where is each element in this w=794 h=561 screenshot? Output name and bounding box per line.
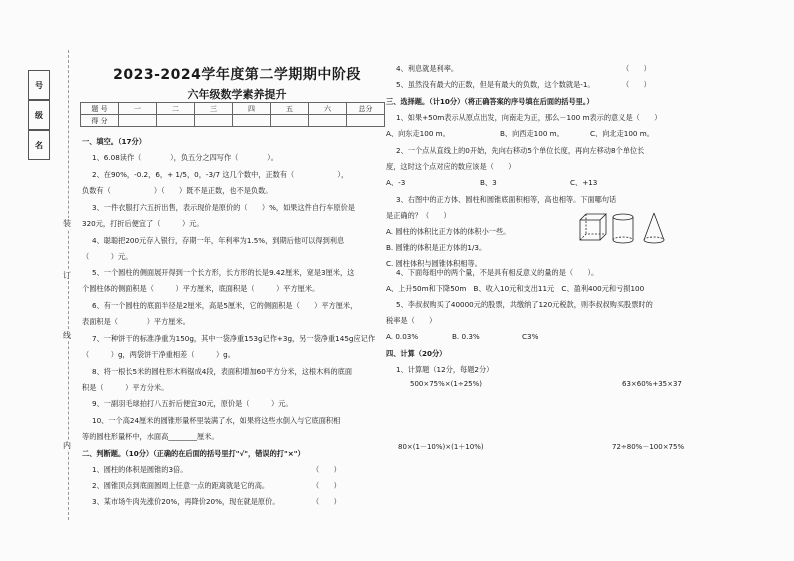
choice-1-option-a: A、向东走100 m。	[386, 129, 450, 138]
score-cell: 一	[119, 103, 157, 115]
choice-1-option-b: B、向西走100 m。	[500, 129, 564, 138]
calc-heading: 1、计算题（12分，每题2分）	[396, 365, 494, 374]
score-cell	[233, 115, 271, 127]
judge-5: 5、虽然没有最大的正数，但是有最大的负数，这个数就是-1。	[396, 80, 595, 89]
choice-5-option-c: C3%	[522, 332, 539, 341]
section-fill-in: 一、填空。（17分）	[82, 137, 146, 146]
score-cell: 四	[233, 103, 271, 115]
choice-1: 1、如果+50m表示从原点出发，向南走为正，那么－100 m表示的意义是（ ）	[396, 113, 662, 122]
question-8-line-2: 积是（ ）平方分米。	[82, 383, 169, 392]
judge-1: 1、圆柱的体积是圆锥的3倍。	[92, 465, 188, 474]
judge-4: 4、利息就是利率。	[396, 64, 459, 73]
cube-icon	[580, 214, 606, 240]
margin-char: 线	[63, 331, 71, 340]
exam-title: 2023-2024学年度第二学期期中阶段	[113, 67, 361, 83]
answer-paren: （ ）	[312, 465, 341, 474]
choice-2-option-c: C、+13	[570, 178, 598, 187]
score-cell	[309, 115, 347, 127]
answer-paren: （ ）	[622, 80, 651, 89]
choice-3-option-a: A. 圆柱的体积比正方体的体积小一些。	[386, 227, 511, 236]
choice-4-options: A、上升50m和下降50m B、收入10元和支出11元 C、盈利400元和亏损100	[386, 284, 645, 293]
question-10-line-1: 10、一个高24厘米的圆锥形量杯里装满了水，如果将这些水倒入与它底面积相	[92, 416, 341, 425]
choice-3-option-b: B. 圆锥的体积是正方体的1/3。	[386, 243, 487, 252]
choice-2-line-2: 度，这时这个点对应的数应该是（ ）	[386, 162, 516, 171]
choice-3-line-2: 是正确的？（ ）	[386, 211, 451, 220]
judge-2: 2、圆锥顶点到底面圆周上任意一点的距离就是它的高。	[92, 481, 270, 490]
question-3-line-1: 3、一件衣服打六五折出售，表示现价是原价的（ ）%，如果这件自行车原价是	[92, 203, 355, 212]
calc-expression: 72÷80%－100×75%	[612, 443, 685, 451]
margin-box-name: 名	[28, 130, 50, 160]
section-calculation: 四、计算（20分）	[386, 349, 447, 358]
judge-3: 3、某市场牛肉先涨价20%，再降价20%，现在就是原价。	[92, 497, 280, 506]
choice-3-option-c: C. 圆柱体积与圆锥体积相等。	[386, 259, 482, 268]
margin-box-class: 级	[28, 100, 50, 130]
margin-box-number: 号	[28, 70, 50, 100]
question-6-line-2: 表面积是（ ）平方厘米。	[82, 317, 190, 326]
cone-icon	[644, 213, 664, 243]
question-10-line-2: 等的圆柱形量杯中，水面高________厘米。	[82, 432, 219, 441]
question-7-line-2: （ ）g，两袋饼干净重相差（ ）g。	[82, 350, 235, 359]
score-cell: 题 号	[81, 103, 119, 115]
score-cell: 三	[195, 103, 233, 115]
answer-paren: （ ）	[312, 497, 341, 506]
choice-2-option-b: B、3	[480, 178, 497, 187]
choice-3-line-1: 3、右图中的正方体、圆柱和圆锥底面积相等，高也相等。下面哪句话	[396, 195, 617, 204]
question-4-line-1: 4、聪聪把200元存入银行，存期一年，年利率为1.5%，到期后他可以得到利息	[92, 236, 345, 245]
choice-5-option-b: B. 0.3%	[452, 332, 480, 341]
score-cell: 六	[309, 103, 347, 115]
margin-char: 装	[63, 219, 71, 228]
question-2-line-1: 2、在90%，-0.2，6，+ 1/5，0，-3/7 这几个数中，正数有（ ），	[92, 170, 349, 179]
score-cell: 总分	[347, 103, 385, 115]
question-4-line-2: （ ）元。	[82, 252, 133, 261]
score-cell	[195, 115, 233, 127]
question-1: 1、6.08读作（ ），负五分之四写作（ ）。	[92, 153, 278, 162]
choice-5-option-a: A. 0.03%	[386, 332, 419, 341]
exam-subtitle: 六年级数学素养提升	[187, 88, 287, 101]
score-cell: 二	[157, 103, 195, 115]
score-cell	[119, 115, 157, 127]
answer-paren: （ ）	[622, 64, 651, 73]
score-table-score-row	[81, 115, 385, 127]
calc-expression: 80×(1－10%)×(1＋10%)	[398, 443, 484, 451]
question-7-line-1: 7、一种饼干的标准净重为150g，其中一袋净重153g记作+3g，另一袋净重145g应记作	[92, 334, 376, 343]
choice-2-option-a: A、-3	[386, 178, 406, 187]
choice-5-line-1: 5、李叔叔购买了40000元的股票，共缴纳了120元税款，则李叔叔购买股票时的	[396, 300, 653, 309]
choice-4: 4、下面每组中的两个量，不是具有相反意义的量的是（ ）。	[396, 268, 599, 277]
question-3-line-2: 320元，打折后便宜了（ ）元。	[82, 219, 204, 228]
score-cell	[347, 115, 385, 127]
question-9: 9、一副羽毛球拍打八五折后便宜30元，原价是（ ）元。	[92, 399, 293, 408]
choice-1-option-c: C、向北走100 m。	[590, 129, 654, 138]
question-5-line-2: 个圆柱体的侧面积是（ ）平方厘米，底面积是（ ）平方厘米。	[82, 284, 320, 293]
cylinder-icon	[613, 214, 633, 243]
question-6-line-1: 6、有一个圆柱的底面半径是2厘米，高是5厘米，它的侧面积是（ ）平方厘米，	[92, 301, 358, 310]
calc-expression: 63×60%+35×37	[622, 380, 682, 388]
question-8-line-1: 8、将一根长5米的圆柱形木料锯成4段，表面积增加60平方分米，这根木料的底面	[92, 367, 353, 376]
score-cell	[271, 115, 309, 127]
solids-figure	[578, 210, 668, 250]
score-table	[80, 102, 385, 127]
score-cell: 五	[271, 103, 309, 115]
margin-char: 内	[63, 441, 71, 450]
question-2-line-2: 负数有（ ）（ ）既不是正数，也不是负数。	[82, 186, 273, 195]
question-5-line-1: 5、一个圆柱的侧面展开得到一个长方形，长方形的长是9.42厘米，宽是3厘米，这	[92, 268, 355, 277]
score-cell	[157, 115, 195, 127]
calc-expression: 500×75%×(1÷25%)	[410, 380, 482, 388]
choice-2-line-1: 2、一个点从直线上的0开始，先向右移动5个单位长度，再向左移动8个单位长	[396, 146, 645, 155]
section-choice: 三、选择题。（计10分）（将正确答案的序号填在后面的括号里。）	[386, 97, 594, 106]
answer-paren: （ ）	[312, 481, 341, 490]
margin-char: 订	[63, 271, 71, 280]
choice-5-line-2: 税率是（ ）	[386, 316, 437, 325]
score-cell: 得 分	[81, 115, 119, 127]
section-true-false: 二、判断题。（10分）（正确的在后面的括号里打"√"，错误的打"×"）	[82, 449, 305, 458]
score-table-header-row	[81, 103, 385, 115]
